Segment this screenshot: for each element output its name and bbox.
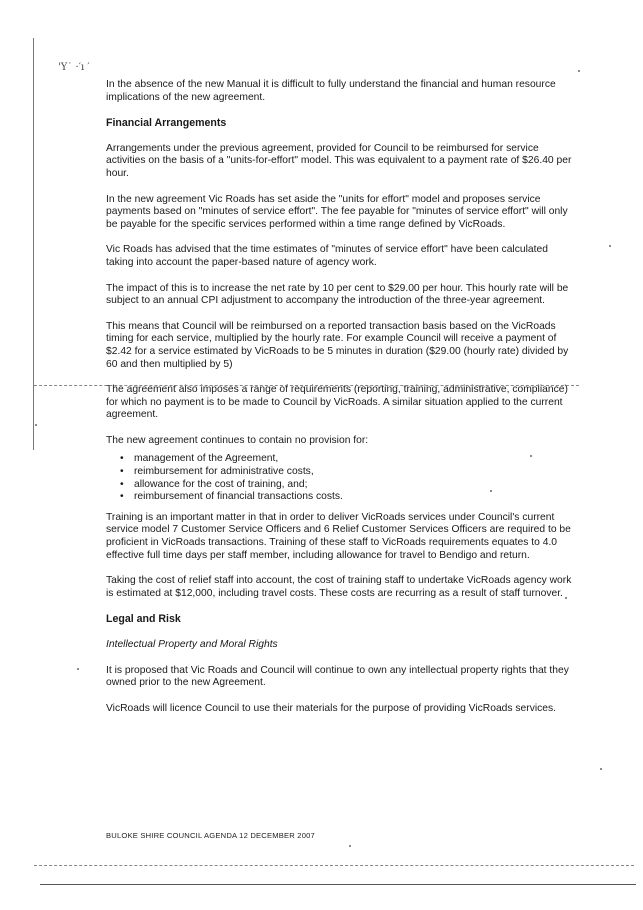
provision-list — [106, 453, 576, 503]
requirements-paragraph: The agreement also imposes a range of requirements (reporting, training, administrative, compliance) for which no payment is to be made to Council by VicRoads. A similar situation applied to the current agreement. — [106, 384, 568, 421]
list-item — [120, 491, 576, 504]
bullet-icon: • — [120, 478, 124, 490]
list-item-text: reimbursement for administrative costs, — [134, 466, 314, 478]
scan-speck — [578, 70, 580, 72]
scan-speck — [609, 245, 611, 247]
time-estimates-paragraph: Vic Roads has advised that the time estimates of "minutes of service effort" have been calculated taking into account the paper-based nature of agency work. — [106, 244, 548, 268]
list-item — [120, 466, 576, 479]
no-provision-paragraph: The new agreement continues to contain no provision for: — [106, 434, 369, 446]
list-item — [120, 479, 576, 492]
scan-speck — [35, 424, 37, 426]
new-agreement-paragraph: In the new agreement Vic Roads has set aside the "units for effort" model and proposes service payments based on "minutes of service effort". The fee payable for "minutes of service effort" will only be payable for the specific services performed within a time range defined by VicRoads. — [106, 193, 568, 230]
ip-subheading: Intellectual Property and Moral Rights — [106, 639, 278, 650]
training-paragraph: Training is an important matter in that in order to deliver VicRoads services under Council's current service model 7 Customer Service Officers and 6 Relief Customer Services Officers are required to be proficient in VicRoads transactions. Training of these staff to VicRoads requirements equates to 4.0 effective full time days per staff member, including allowance for travel to Bendigo and return. — [106, 511, 571, 561]
training-cost-paragraph: Taking the cost of relief staff into account, the cost of training staff to undertake VicRoads agency work is estimated at $12,000, including travel costs. These costs are recurring as a result of staff turnover. — [106, 575, 572, 599]
licence-paragraph: VicRoads will licence Council to use their materials for the purpose of providing VicRoads services. — [106, 702, 557, 714]
list-item-text: reimbursement of financial transactions costs. — [134, 491, 343, 503]
scan-speck — [349, 845, 351, 847]
rate-impact-paragraph: The impact of this is to increase the net rate by 10 per cent to $29.00 per hour. This hourly rate will be subject to an annual CPI adjustment to accompany the introduction of the three-year agreement. — [106, 282, 569, 307]
ip-ownership-paragraph: It is proposed that Vic Roads and Council will continue to own any intellectual property rights that they owned prior to the new Agreement. — [106, 664, 569, 689]
list-item-text: management of the Agreement, — [134, 453, 279, 465]
scan-dashed-line — [34, 385, 579, 386]
page-footer: BULOKE SHIRE COUNCIL AGENDA 12 DECEMBER 2007 — [106, 831, 315, 840]
reimbursement-example-paragraph: This means that Council will be reimbursed on a reported transaction basis based on the VicRoads timing for each service, multiplied by the hourly rate. For example Council will receive a payment of $2.42 for a service estimated by VicRoads to be 5 minutes in duration ($29.00 (hourly rate) divided by 60 and then multiplied by 5) — [106, 320, 569, 370]
bullet-icon: • — [120, 466, 124, 478]
list-item — [120, 453, 576, 466]
scan-edge-line — [40, 884, 636, 885]
list-item-text: allowance for the cost of training, and; — [134, 478, 308, 490]
scan-dashed-line — [34, 865, 634, 866]
scan-marks: 'Y˙ ·′ı ′ — [58, 62, 90, 73]
scan-speck — [77, 668, 79, 670]
intro-paragraph: In the absence of the new Manual it is difficult to fully understand the financial and human resource implications of the new agreement. — [106, 79, 556, 103]
bullet-icon: • — [120, 453, 124, 465]
document-body — [106, 79, 576, 728]
scan-margin-line — [33, 38, 34, 450]
financial-arrangements-heading: Financial Arrangements — [106, 117, 227, 130]
scan-speck — [600, 768, 602, 770]
bullet-icon: • — [120, 491, 124, 503]
legal-risk-heading: Legal and Risk — [106, 613, 181, 626]
previous-agreement-paragraph: Arrangements under the previous agreement, provided for Council to be reimbursed for service activities on the basis of a "units-for-effort" model. This was equivalent to a payment rate of $26.40 per hour. — [106, 142, 572, 179]
